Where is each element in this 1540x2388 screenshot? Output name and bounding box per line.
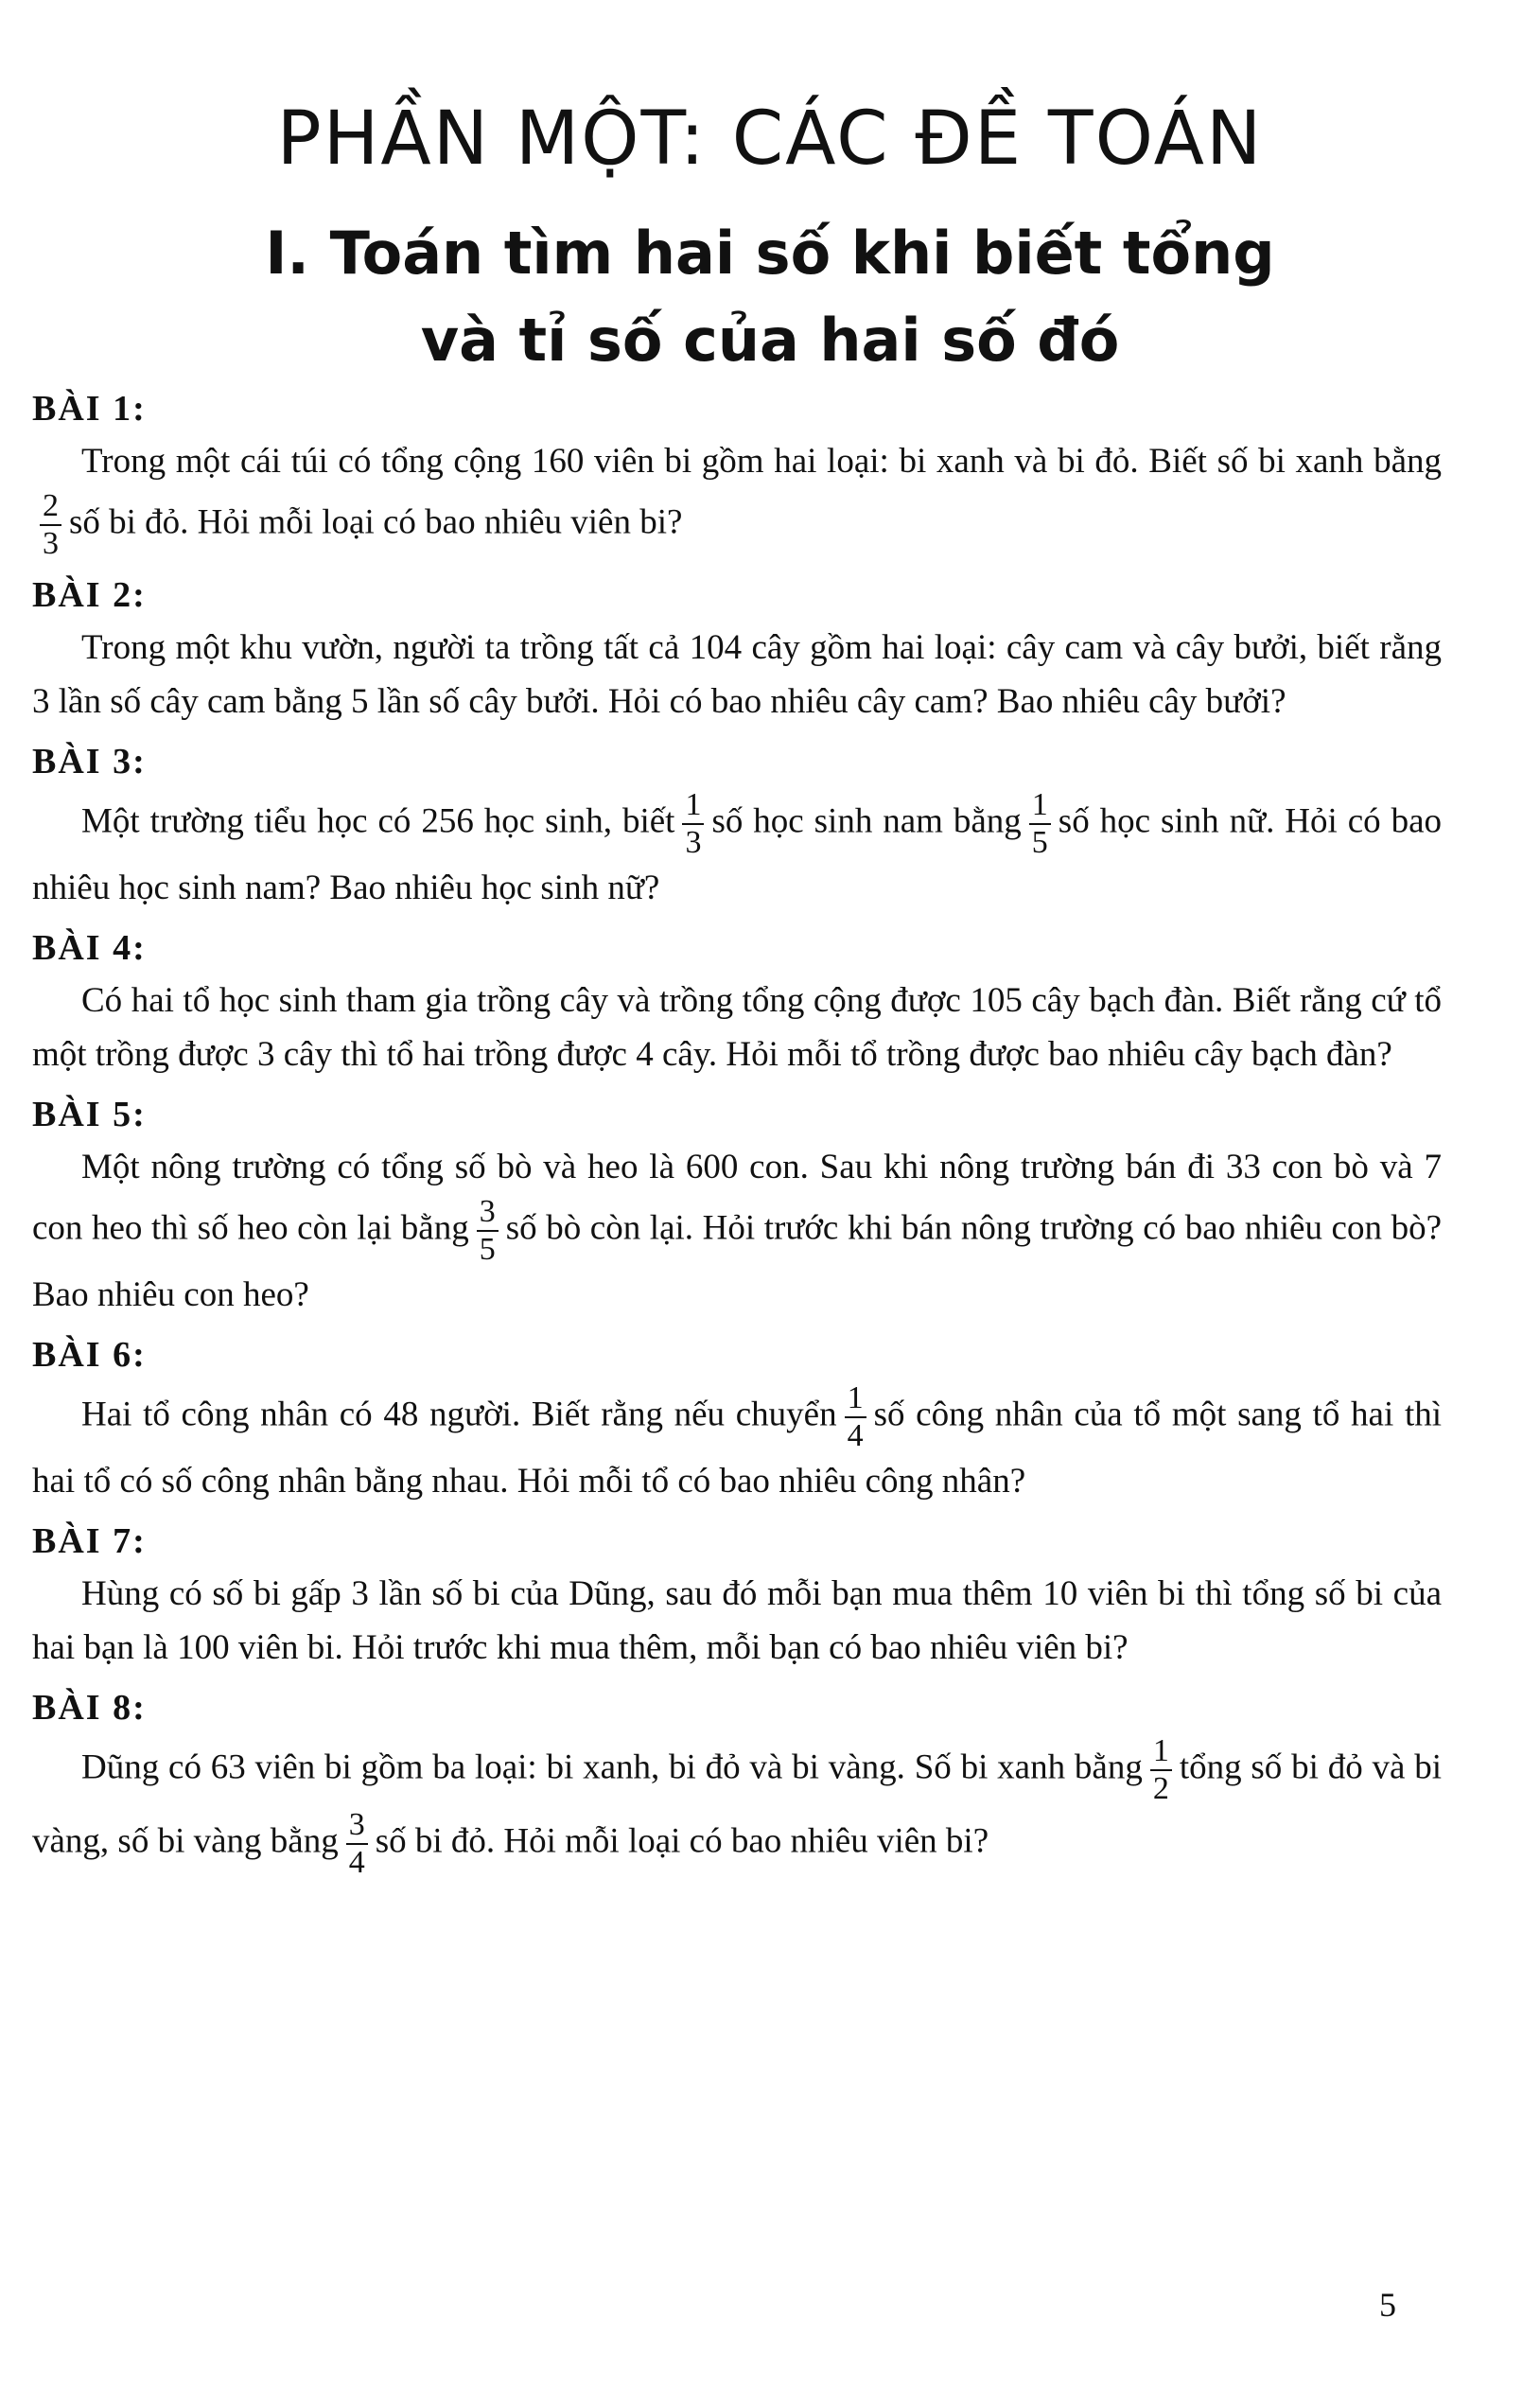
problem-heading: BÀI 2: <box>32 575 147 615</box>
problem-text <box>32 1380 1442 1508</box>
problem-7 <box>32 1516 1442 1675</box>
text-segment: Một nông trường có tổng số bò và heo là 600 con. Sau khi nông trường bán đi 33 con bò và 7 con heo thì số heo còn lại bằng <box>32 1148 1442 1248</box>
text-segment: số bò còn lại. Hỏi trước khi bán nông trường có bao nhiêu con bò? Bao nhiêu con heo? <box>32 1208 1442 1314</box>
fraction-numerator: 3 <box>346 1807 368 1845</box>
problem-3 <box>32 736 1442 915</box>
fraction-numerator: 1 <box>845 1380 866 1418</box>
problem-heading: BÀI 5: <box>32 1095 147 1134</box>
text-segment: Trong một cái túi có tổng cộng 160 viên bi gồm hai loại: bi xanh và bi đỏ. Biết số bi xanh bằng <box>81 442 1442 481</box>
problem-text <box>32 1140 1442 1322</box>
problem-text <box>32 1567 1442 1675</box>
fraction-denominator: 4 <box>348 1845 365 1880</box>
problem-heading: BÀI 8: <box>32 1688 147 1728</box>
problem-5 <box>32 1089 1442 1322</box>
problem-1 <box>32 383 1442 562</box>
section-title-line-2: và tỉ số của hai số đó <box>420 306 1120 375</box>
fraction <box>845 1380 866 1454</box>
problem-heading: BÀI 1: <box>32 389 147 429</box>
section-title <box>0 210 1540 384</box>
fraction <box>40 488 61 562</box>
fraction-denominator: 3 <box>685 825 702 860</box>
section-title-line-1: I. Toán tìm hai số khi biết tổng <box>265 219 1275 288</box>
fraction <box>1150 1733 1172 1807</box>
fraction-denominator: 2 <box>1152 1771 1169 1806</box>
fraction <box>346 1807 368 1881</box>
text-segment: số bi đỏ. Hỏi mỗi loại có bao nhiêu viên bi? <box>69 502 683 542</box>
text-segment: số bi đỏ. Hỏi mỗi loại có bao nhiêu viên bi? <box>375 1821 989 1861</box>
text-segment: Hai tổ công nhân có 48 người. Biết rằng nếu chuyển <box>81 1395 837 1434</box>
fraction-denominator: 5 <box>1031 825 1048 860</box>
problem-heading: BÀI 4: <box>32 928 147 968</box>
problem-6 <box>32 1329 1442 1508</box>
text-segment: số học sinh nữ. Hỏi có bao nhiêu học sinh nam? Bao nhiêu học sinh nữ? <box>32 801 1442 907</box>
fraction-numerator: 1 <box>1150 1733 1172 1771</box>
page-number: 5 <box>1379 2286 1396 2324</box>
fraction-numerator: 1 <box>1029 787 1051 825</box>
fraction <box>1029 787 1051 861</box>
problem-text <box>32 621 1442 729</box>
problem-4 <box>32 922 1442 1081</box>
problem-text <box>32 434 1442 562</box>
fraction-numerator: 1 <box>682 787 704 825</box>
problem-list <box>32 383 1442 1888</box>
fraction-numerator: 2 <box>40 488 61 526</box>
problem-heading: BÀI 7: <box>32 1521 147 1561</box>
text-segment: Hùng có số bi gấp 3 lần số bi của Dũng, sau đó mỗi bạn mua thêm 10 viên bi thì tổng số bi của hai bạn là 100 viên bi. Hỏi trước khi mua thêm, mỗi bạn có bao nhiêu viên bi? <box>32 1574 1442 1667</box>
problem-2 <box>32 570 1442 729</box>
text-segment: Trong một khu vườn, người ta trồng tất cả 104 cây gồm hai loại: cây cam và cây bưởi, biết rằng 3 lần số cây cam bằng 5 lần số cây bưởi. Hỏi có bao nhiêu cây cam? Bao nhiêu cây bưởi? <box>32 628 1442 721</box>
fraction-denominator: 5 <box>479 1232 496 1267</box>
problem-heading: BÀI 6: <box>32 1335 147 1375</box>
fraction <box>682 787 704 861</box>
problem-text <box>32 1733 1442 1881</box>
text-segment: Một trường tiểu học có 256 học sinh, biết <box>81 801 675 841</box>
text-segment: số học sinh nam bằng <box>711 801 1022 841</box>
fraction <box>477 1194 499 1268</box>
part-title: PHẦN MỘT: CÁC ĐỀ TOÁN <box>276 97 1264 182</box>
text-segment: Có hai tổ học sinh tham gia trồng cây và trồng tổng cộng được 105 cây bạch đàn. Biết rằng cứ tổ một trồng được 3 cây thì tổ hai trồng được 4 cây. Hỏi mỗi tổ trồng được bao nhiêu cây bạch đàn? <box>32 981 1442 1074</box>
text-segment: số công nhân của tổ một sang tổ hai thì hai tổ có số công nhân bằng nhau. Hỏi mỗi tổ có bao nhiêu công nhân? <box>32 1395 1442 1501</box>
problem-text <box>32 787 1442 915</box>
text-segment: tổng số bi đỏ và bi vàng, số bi vàng bằng <box>32 1747 1442 1861</box>
fraction-numerator: 3 <box>477 1194 499 1232</box>
fraction-denominator: 3 <box>43 526 59 561</box>
problem-text <box>32 974 1442 1081</box>
problem-heading: BÀI 3: <box>32 742 147 781</box>
fraction-denominator: 4 <box>847 1418 864 1453</box>
text-segment: Dũng có 63 viên bi gồm ba loại: bi xanh, bi đỏ và bi vàng. Số bi xanh bằng <box>81 1747 1143 1787</box>
problem-8 <box>32 1682 1442 1881</box>
